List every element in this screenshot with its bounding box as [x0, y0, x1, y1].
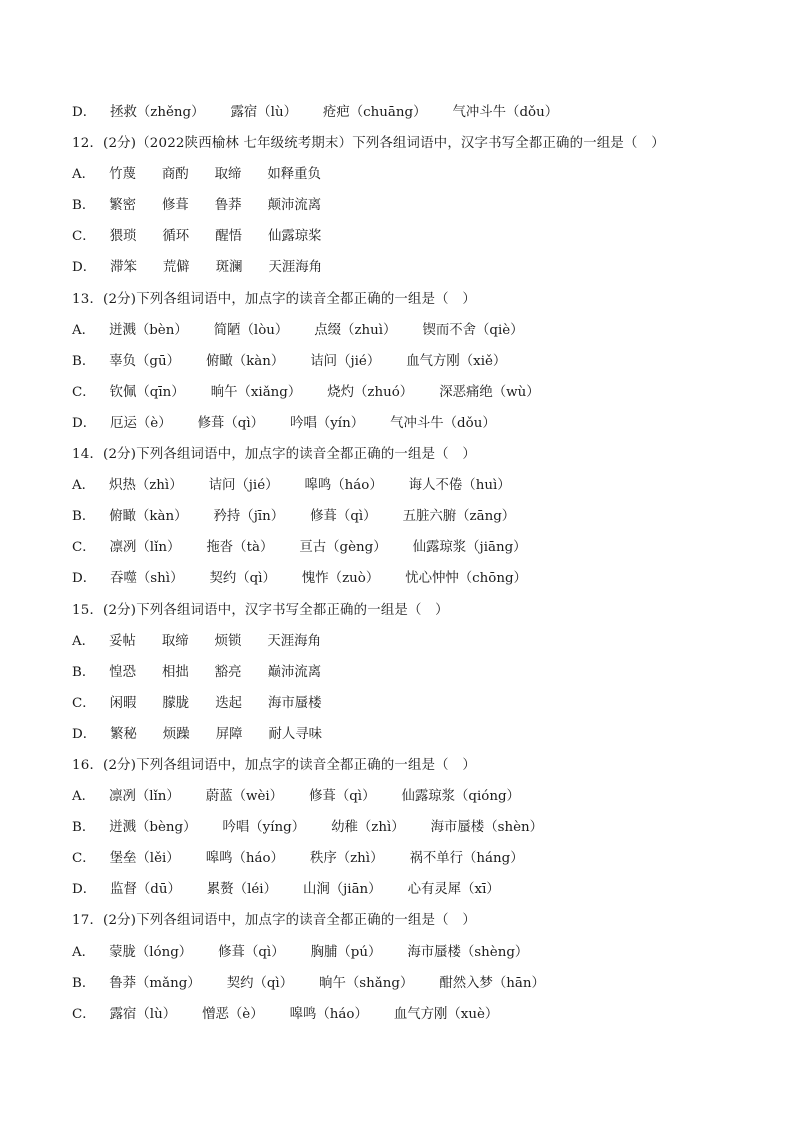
answer-option	[72, 319, 772, 350]
option-term: 吟唱（yín）	[290, 415, 365, 431]
question-stem	[72, 132, 772, 163]
option-term: 蔚蓝（wèi）	[205, 789, 284, 805]
option-term: 繁密	[109, 198, 137, 214]
option-term: 炽热（zhì）	[109, 478, 183, 494]
option-term: 颠沛流离	[267, 198, 322, 214]
option-term: 商酌	[161, 167, 189, 183]
option-term: 修葺（qì）	[218, 944, 285, 960]
option-term: 祸不单行（háng）	[409, 851, 524, 867]
option-term: 仙露琼浆（qióng）	[401, 789, 520, 805]
option-letter: C．	[72, 851, 96, 867]
option-letter: A．	[72, 789, 96, 805]
option-term: 忧心忡忡（chōng）	[405, 571, 527, 587]
question-text: 17．(2分)下列各组词语中，加点字的读音全都正确的一组是（ ）	[72, 913, 476, 929]
option-letter: A．	[72, 322, 96, 338]
option-term: 拯救（zhěng）	[110, 105, 205, 120]
option-letter: C．	[72, 1006, 96, 1022]
option-term: 锲而不舍（qiè）	[422, 322, 524, 338]
option-term: 露宿（lù）	[230, 105, 297, 120]
answer-option	[72, 536, 772, 567]
option-term: 简陋（lòu）	[213, 322, 289, 338]
option-term: 五脏六腑（zāng）	[402, 509, 516, 525]
option-term: 猥琐	[109, 229, 137, 245]
option-term: 俯瞰（kàn）	[206, 353, 285, 369]
option-term: 晌午（shǎng）	[319, 975, 414, 991]
option-term: 循环	[162, 229, 190, 245]
question-text: 12．(2分)（2022陕西榆林 七年级统考期末）下列各组词语中，汉字书写全都正确的一组是（ ）	[72, 136, 665, 152]
option-term: 修葺	[162, 198, 189, 214]
option-term: 醒悟	[215, 229, 242, 245]
option-term: 海市蜃楼（shèn）	[430, 820, 544, 836]
answer-option	[72, 101, 772, 132]
option-letter: B．	[72, 820, 96, 836]
option-term: 嗥鸣（háo）	[289, 1006, 368, 1022]
option-term: 点缀（zhuì）	[314, 322, 397, 338]
option-term: 闲暇	[109, 695, 137, 711]
answer-option	[72, 661, 772, 692]
answer-option	[72, 1003, 772, 1034]
option-letter: A．	[72, 633, 96, 649]
question-text: 16．(2分)下列各组词语中，加点字的读音全都正确的一组是（ ）	[72, 757, 476, 773]
option-letter: B．	[72, 353, 96, 369]
question-text: 14．(2分)下列各组词语中，加点字的读音全都正确的一组是（ ）	[72, 447, 476, 463]
option-letter: B．	[72, 198, 96, 214]
option-term: 仙露琼桨	[267, 229, 322, 245]
answer-option	[72, 256, 772, 287]
answer-option	[72, 474, 772, 505]
option-term: 天涯海角	[267, 633, 321, 649]
option-term: 耐人寻味	[268, 726, 323, 742]
option-term: 海市蜃楼	[267, 695, 322, 711]
option-term: 愧怍（zuò）	[301, 571, 380, 587]
option-letter: D．	[72, 105, 97, 120]
option-letter: B．	[72, 664, 96, 680]
question-stem	[72, 443, 772, 474]
option-term: 荒僻	[162, 260, 190, 276]
option-term: 巅沛流离	[267, 664, 322, 680]
option-term: 血气方刚（xuè）	[393, 1006, 499, 1022]
option-term: 烦躁	[162, 726, 190, 742]
option-term: 胸脯（pú）	[310, 944, 382, 960]
answer-option	[72, 381, 772, 412]
option-term: 惶恐	[109, 664, 137, 680]
option-term: 相拙	[162, 664, 189, 680]
option-term: 诘问（jié）	[310, 353, 381, 369]
option-term: 如释重负	[267, 167, 321, 183]
option-term: 凛冽（lǐn）	[109, 540, 181, 556]
option-term: 取缔	[161, 633, 189, 649]
answer-option	[72, 630, 772, 661]
option-term: 繁秘	[110, 726, 137, 742]
option-term: 拖沓（tà）	[206, 540, 274, 556]
answer-option	[72, 350, 772, 381]
option-term: 疮疤（chuāng）	[323, 105, 427, 120]
option-term: 取缔	[214, 167, 242, 183]
option-term: 血气方刚（xiě）	[406, 353, 507, 369]
option-term: 迸溅（bèng）	[109, 820, 197, 836]
option-term: 心有灵犀（xī）	[407, 882, 500, 898]
option-letter: C．	[72, 384, 96, 400]
option-term: 钦佩（qīn）	[109, 384, 185, 400]
option-letter: C．	[72, 695, 96, 711]
option-term: 监督（dū）	[110, 882, 181, 898]
option-term: 契约（qì）	[226, 975, 294, 991]
answer-option	[72, 505, 772, 536]
answer-option	[72, 567, 772, 598]
option-term: 嗥鸣（háo）	[304, 478, 383, 494]
option-term: 斑澜	[215, 260, 243, 276]
option-letter: D．	[72, 726, 97, 742]
answer-option	[72, 816, 772, 847]
option-term: 迭起	[215, 695, 242, 711]
option-term: 亘古（gèng）	[299, 540, 387, 556]
option-term: 憎恶（è）	[202, 1006, 264, 1022]
exam-page	[72, 101, 772, 1034]
option-letter: B．	[72, 509, 96, 525]
question-stem	[72, 288, 772, 319]
option-term: 妥帖	[109, 633, 136, 649]
option-term: 深恶痛绝（wù）	[439, 384, 540, 400]
answer-option	[72, 723, 772, 754]
option-term: 蒙胧（lóng）	[109, 944, 193, 960]
option-term: 天涯海角	[268, 260, 323, 276]
option-term: 堡垒（lěi）	[109, 851, 180, 867]
option-term: 修葺（qì）	[310, 509, 377, 525]
answer-option	[72, 847, 772, 878]
option-term: 迸溅（bèn）	[109, 322, 188, 338]
answer-option	[72, 972, 772, 1003]
answer-option	[72, 194, 772, 225]
option-term: 凛冽（lǐn）	[109, 789, 180, 805]
option-term: 仙露琼浆（jiāng）	[412, 540, 527, 556]
answer-option	[72, 163, 772, 194]
answer-option	[72, 941, 772, 972]
option-term: 鲁莽（mǎng）	[109, 975, 201, 991]
option-term: 吟唱（yíng）	[222, 820, 306, 836]
option-term: 豁亮	[214, 664, 242, 680]
option-term: 竹蔑	[109, 167, 136, 183]
option-letter: D．	[72, 260, 97, 276]
option-letter: A．	[72, 478, 96, 494]
answer-option	[72, 225, 772, 256]
option-term: 修葺（qì）	[309, 789, 376, 805]
option-term: 露宿（lù）	[109, 1006, 177, 1022]
answer-option	[72, 785, 772, 816]
answer-option	[72, 412, 772, 443]
option-letter: C．	[72, 540, 96, 556]
option-term: 嗥鸣（háo）	[205, 851, 284, 867]
option-letter: B．	[72, 975, 96, 991]
option-term: 幼稚（zhì）	[331, 820, 405, 836]
option-term: 吞噬（shì）	[110, 571, 184, 587]
option-term: 烦锁	[214, 633, 242, 649]
option-letter: D．	[72, 882, 97, 898]
option-term: 气冲斗牛（dǒu）	[390, 415, 496, 431]
option-term: 气冲斗牛（dǒu）	[452, 105, 559, 120]
answer-option	[72, 878, 772, 909]
option-term: 修葺（qì）	[197, 415, 265, 431]
option-term: 山涧（jiān）	[302, 882, 382, 898]
option-term: 诘问（jié）	[208, 478, 279, 494]
question-text: 13．(2分)下列各组词语中，加点字的读音全都正确的一组是（ ）	[72, 291, 476, 307]
option-term: 屏障	[215, 726, 243, 742]
option-term: 矜持（jīn）	[213, 509, 285, 525]
option-term: 鲁莽	[214, 198, 242, 214]
option-term: 俯瞰（kàn）	[109, 509, 188, 525]
question-text: 15．(2分)下列各组词语中，汉字书写全都正确的一组是（ ）	[72, 602, 449, 618]
option-term: 酣然入梦（hān）	[439, 975, 545, 991]
question-stem	[72, 754, 772, 785]
option-term: 烧灼（zhuó）	[327, 384, 414, 400]
option-letter: C．	[72, 229, 96, 245]
question-stem	[72, 909, 772, 940]
answer-option	[72, 692, 772, 723]
option-letter: D．	[72, 571, 97, 587]
option-term: 辜负（gū）	[109, 353, 180, 369]
option-letter: A．	[72, 944, 96, 960]
question-stem	[72, 599, 772, 630]
option-letter: A．	[72, 167, 96, 183]
option-term: 累赘（léi）	[206, 882, 277, 898]
option-term: 厄运（è）	[110, 415, 172, 431]
option-term: 秩序（zhì）	[309, 851, 384, 867]
option-term: 诲人不倦（huì）	[408, 478, 511, 494]
option-term: 滞笨	[110, 260, 137, 276]
option-letter: D．	[72, 415, 97, 431]
option-term: 朦胧	[162, 695, 190, 711]
option-term: 契约（qì）	[209, 571, 276, 587]
option-term: 海市蜃楼（shèng）	[407, 944, 529, 960]
option-term: 晌午（xiǎng）	[210, 384, 302, 400]
